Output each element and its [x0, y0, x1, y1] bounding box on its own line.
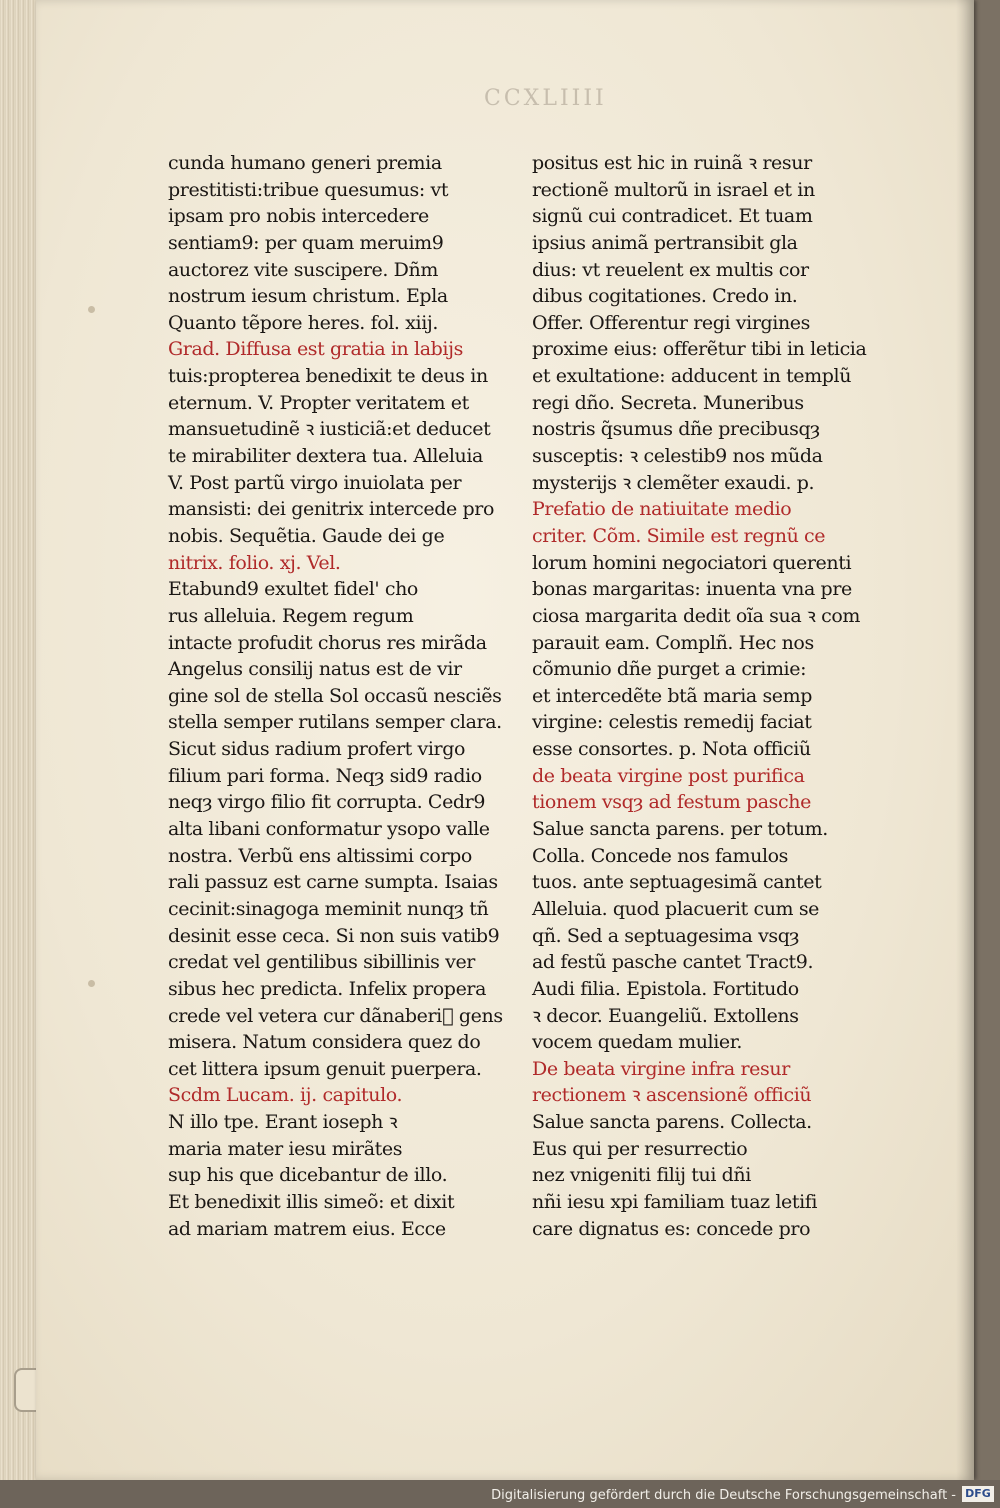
text-line: stella semper rutilans semper clara.: [168, 711, 502, 734]
text-line: Salue sancta parens. per totum.: [532, 818, 828, 841]
text-line: rectionem ꝛ ascensionẽ officiũ: [532, 1084, 812, 1107]
text-line: qñ. Sed a septuagesima vsqȝ: [532, 924, 800, 947]
footer-bar: [0, 1480, 1000, 1508]
text-line: filium pari forma. Neqȝ sid9 radio: [168, 764, 482, 787]
text-line: tionem vsqȝ ad festum pasche: [532, 791, 811, 814]
text-line: Audi filia. Epistola. Fortitudo: [532, 977, 799, 1000]
text-line: virgine: celestis remedij faciat: [532, 711, 812, 734]
text-line: Colla. Concede nos famulos: [532, 844, 789, 867]
text-line: desinit esse ceca. Si non suis vatib9: [168, 924, 500, 947]
text-line: signũ cui contradicet. Et tuam: [532, 205, 813, 228]
text-line: et intercedẽte btã maria semp: [532, 684, 813, 707]
binding-hole: [88, 980, 95, 987]
text-line: misera. Natum considera quez do: [168, 1031, 481, 1054]
text-line: regi dño. Secreta. Muneribus: [532, 391, 804, 414]
text-line: sibus hec predicta. Infelix propera: [168, 977, 487, 1000]
text-line: ciosa margarita dedit oĩa sua ꝛ com: [532, 604, 861, 627]
text-line: nñi iesu xpi familiam tuaz letifi: [532, 1190, 818, 1213]
text-line: mansuetudinẽ ꝛ iusticiã:et deducet: [168, 418, 491, 441]
text-line: Prefatio de natiuitate medio: [532, 498, 792, 521]
text-line: mansisti: dei genitrix intercede pro: [168, 498, 494, 521]
text-line: auctorez vite suscipere. Dñm: [168, 258, 438, 281]
text-line: Offer. Offerentur regi virgines: [532, 311, 810, 334]
text-line: lorum homini negociatori querenti: [532, 551, 852, 574]
gutter-shadow: [956, 0, 974, 1480]
dfg-logo: DFG: [962, 1486, 994, 1502]
text-line: gine sol de stella Sol occasũ nesciẽs: [168, 684, 502, 707]
text-line: eternum. V. Propter veritatem et: [168, 391, 469, 414]
text-line: susceptis: ꝛ celestib9 nos mũda: [532, 445, 823, 468]
text-line: ad mariam matrem eius. Ecce: [168, 1217, 446, 1240]
text-line: dibus cogitationes. Credo in.: [532, 285, 798, 308]
text-line: Sicut sidus radium profert virgo: [168, 738, 466, 761]
text-line: tuos. ante septuagesimã cantet: [532, 871, 822, 894]
text-line: te mirabiliter dextera tua. Alleluia: [168, 445, 483, 468]
text-line: proxime eius: offerẽtur tibi in leticia: [532, 338, 867, 361]
text-line: sentiam9: per quam meruim9: [168, 231, 444, 254]
text-line: N illo tpe. Erant ioseph ꝛ: [168, 1111, 398, 1134]
text-line: ꝛ decor. Euangeliũ. Extollens: [532, 1004, 799, 1027]
text-line: intacte profudit chorus res mirãda: [168, 631, 487, 654]
binding-hole: [88, 306, 95, 313]
text-line: care dignatus es: concede pro: [532, 1217, 811, 1240]
text-line: nostra. Verbũ ens altissimi corpo: [168, 844, 472, 867]
text-line: cõmunio dñe purget a crimie:: [532, 658, 807, 681]
text-line: Quanto tẽpore heres. fol. xiij.: [168, 311, 439, 334]
text-line: Etabund9 exultet fidel' cho: [168, 578, 418, 601]
right-text-column: [532, 150, 868, 1242]
text-line: De beata virgine infra resur: [532, 1057, 790, 1080]
text-line: cet littera ipsum genuit puerpera.: [168, 1057, 482, 1080]
text-line: sup his que dicebantur de illo.: [168, 1164, 448, 1187]
text-line: nez vnigeniti filij tui dñi: [532, 1164, 751, 1187]
text-line: ipsius animã pertransibit gla: [532, 231, 798, 254]
text-line: nostrum iesum christum. Epla: [168, 285, 448, 308]
text-line: neqȝ virgo filio fit corrupta. Cedr9: [168, 791, 486, 814]
text-line: crede vel vetera cur dãnaberiᷣ gens: [168, 1004, 503, 1027]
text-line: Angelus consilij natus est de vir: [168, 658, 462, 681]
text-line: vocem quedam mulier.: [532, 1031, 742, 1054]
page-edge: [0, 0, 40, 1508]
text-line: esse consortes. p. Nota officiũ: [532, 738, 811, 761]
footer-credit: Digitalisierung gefördert durch die Deutsche Forschungsgemeinschaft -: [491, 1488, 956, 1503]
text-line: Et benedixit illis simeõ: et dixit: [168, 1190, 455, 1213]
text-line: rus alleluia. Regem regum: [168, 604, 414, 627]
text-line: rectionẽ multorũ in israel et in: [532, 178, 815, 201]
text-line: cunda humano generi premia: [168, 152, 442, 174]
text-line: tuis:propterea benedixit te deus in: [168, 365, 488, 388]
text-line: mysterijs ꝛ clemẽter exaudi. p.: [532, 471, 815, 494]
text-line: Eus qui per resurrectio: [532, 1137, 748, 1160]
text-line: et exultatione: adducent in templũ: [532, 365, 852, 388]
text-line: parauit eam. Complñ. Hec nos: [532, 631, 814, 654]
text-line: maria mater iesu mirãtes: [168, 1137, 403, 1160]
text-line: Scdm Lucam. ij. capitulo.: [168, 1084, 403, 1107]
text-line: ipsam pro nobis intercedere: [168, 205, 429, 228]
text-line: nostris q̃sumus dñe precibusqȝ: [532, 418, 820, 441]
text-line: criter. Cõm. Simile est regnũ ce: [532, 524, 826, 547]
text-line: V. Post partũ virgo inuiolata per: [168, 471, 462, 494]
text-line: Alleluia. quod placuerit cum se: [532, 897, 820, 920]
text-line: nobis. Sequẽtia. Gaude dei ge: [168, 524, 445, 547]
text-line: de beata virgine post purifica: [532, 764, 805, 787]
left-text-column: [168, 150, 504, 1242]
folio-number: CCXLIIII: [484, 86, 607, 111]
text-line: bonas margaritas: inuenta vna pre: [532, 578, 852, 601]
text-line: rali passuz est carne sumpta. Isaias: [168, 871, 498, 894]
text-line: Grad. Diffusa est gratia in labijs: [168, 338, 463, 361]
text-line: alta libani conformatur ysopo valle: [168, 818, 490, 841]
text-line: nitrix. folio. xj. Vel.: [168, 551, 341, 574]
text-line: prestitisti:tribue quesumus: vt: [168, 178, 449, 201]
text-line: Salue sancta parens. Collecta.: [532, 1111, 812, 1134]
text-line: positus est hic in ruinã ꝛ resur: [532, 152, 812, 174]
text-line: ad festũ pasche cantet Tract9.: [532, 951, 814, 974]
text-line: dius: vt reuelent ex multis cor: [532, 258, 809, 281]
text-line: cecinit:sinagoga meminit nunqȝ tñ: [168, 897, 489, 920]
text-line: credat vel gentilibus sibillinis ver: [168, 951, 475, 974]
